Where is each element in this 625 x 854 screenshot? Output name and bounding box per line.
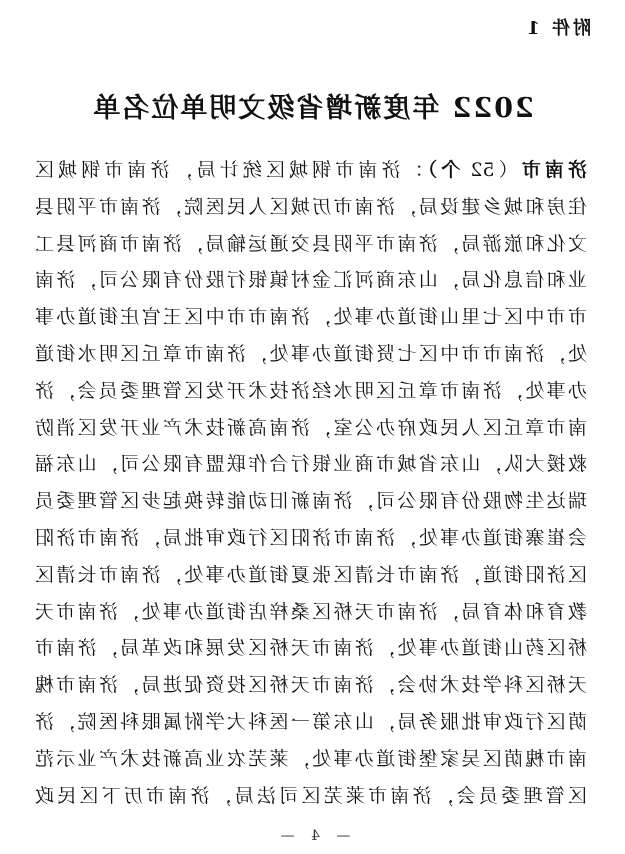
document-title: 2022 年度新增省级文明单位名单 (91, 93, 534, 124)
text-line: 会崔寨街道办事处，济南市济阳区行政审批局，济南市济阳 (35, 526, 587, 549)
text-line: 南市槐荫区吴家堡街道办事处，莱芜农业高新技术产业示范 (35, 747, 587, 770)
unit-list-body (35, 152, 587, 814)
text-line: 业和信息化局，山东商河汇金村镇银行股份有限公司，济南 (35, 269, 587, 292)
text-line: 教育和体育局，济南市天桥区桑梓店街道办事处，济南市天 (35, 600, 587, 623)
text-line: 办事处，济南市章丘区明水经济技术开发区管理委员会，济 (35, 379, 587, 402)
text-line: 区济阳街道，济南市长清区张夏街道办事处，济南市长清区 (35, 563, 587, 586)
text-line: 桥区药山街道办事处，济南市天桥区发展和改革局，济南市 (35, 637, 587, 660)
unit-count-unit: 个） (423, 159, 461, 181)
unit-count-close: ： (400, 159, 424, 181)
text-line-1-content: 济南市钢城区统计局，济南市钢城区 (35, 159, 401, 181)
text-line: 住房和城乡建设局，济南市历城区人民医院，济南市平阴县 (35, 195, 587, 218)
attachment-label: 附件 1 (524, 18, 591, 39)
text-line: 荫区行政审批服务局，山东第一医科大学附属眼科医院，济 (35, 710, 587, 733)
text-line: 南市章丘区人民政府办公室，济南高新技术产业开发区消防 (35, 416, 587, 439)
page-number: — 4 — (274, 828, 351, 844)
text-line: 处，济南市市中区七贤街道办事处，济南市章丘区明水街道 (35, 342, 587, 365)
text-line: 文化和旅游局，济南市平阴县交通运输局，济南市商河县工 (35, 232, 587, 255)
unit-count-open: （52 (460, 159, 518, 181)
text-line-1 (35, 152, 587, 189)
text-line: 天桥区科学技术协会，济南市天桥区投资促进局，济南市槐 (35, 674, 587, 697)
city-heading: 济南市 (517, 159, 587, 181)
text-line: 区管理委员会，济南市莱芜区司法局，济南市历下区民政 (35, 784, 587, 807)
text-line: 瑞达生物股份有限公司，济南新旧动能转换起步区管理委员 (35, 490, 587, 513)
text-line: 市市中区七里山街道办事处，济南市市中区王官庄街道办事 (35, 306, 587, 329)
text-line: 救援大队，山东省城市商业银行合作联盟有限公司，山东福 (35, 453, 587, 476)
